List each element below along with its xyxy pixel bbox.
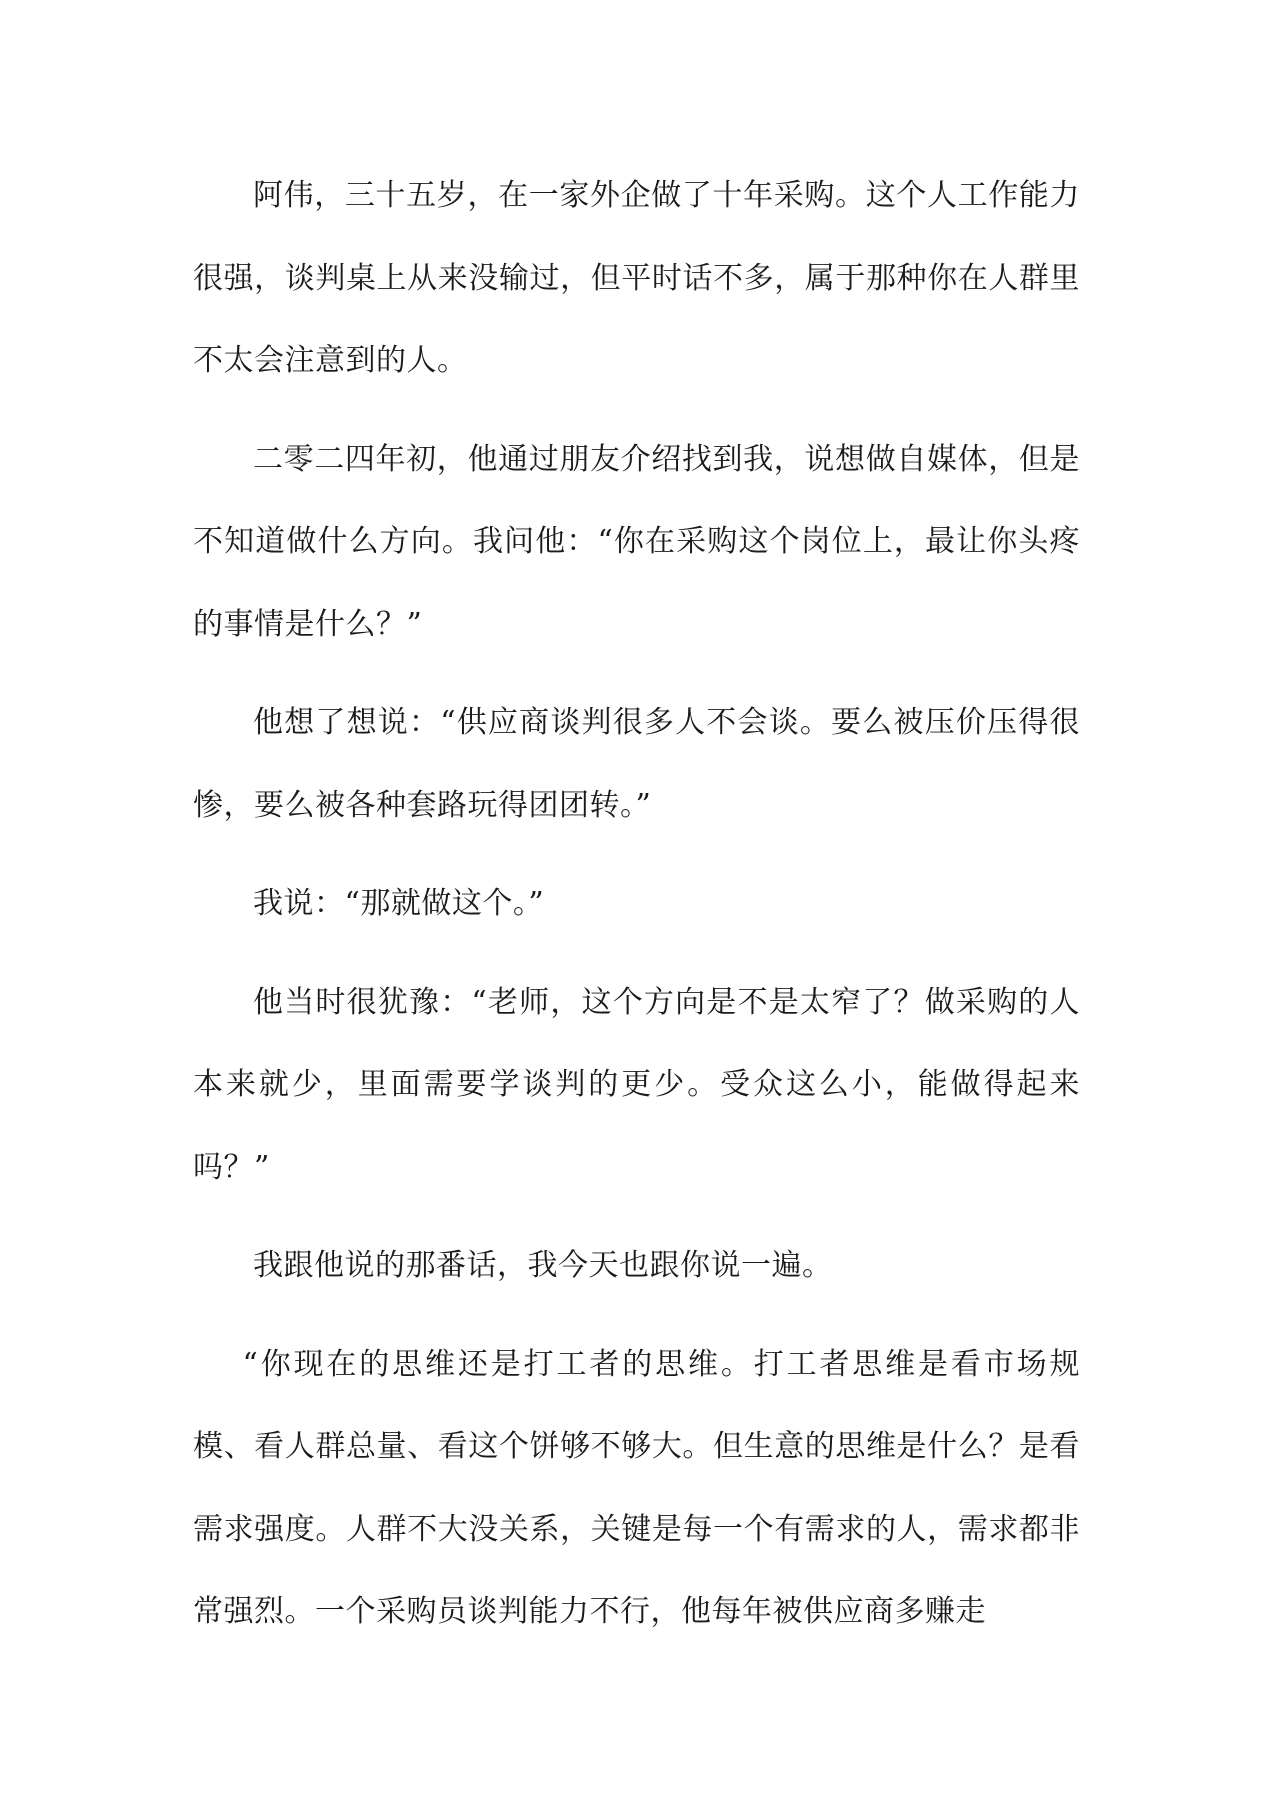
paragraph-2: 二零二四年初，他通过朋友介绍找到我，说想做自媒体，但是不知道做什么方向。我问他：“你在采购这个岗位上，最让你头疼的事情是什么？” bbox=[193, 441, 1080, 642]
paragraph-7: “你现在的思维还是打工者的思维。打工者思维是看市场规模、看人群总量、看这个饼够不够大。但生意的思维是什么？是看需求强度。人群不大没关系，关键是每一个有需求的人，需求都非常强烈。一个采购员谈判能力不行，他每年被供应商多赚走 bbox=[193, 1346, 1080, 1629]
paragraph-6: 我跟他说的那番话，我今天也跟你说一遍。 bbox=[253, 1248, 833, 1283]
paragraph-4: 我说：“那就做这个。” bbox=[253, 886, 545, 921]
paragraph-3: 他想了想说：“供应商谈判很多人不会谈。要么被压价压得很惨，要么被各种套路玩得团团转。” bbox=[193, 705, 1080, 823]
document-body bbox=[193, 155, 1080, 1670]
paragraph-5: 他当时很犹豫：“老师，这个方向是不是太窄了？做采购的人本来就少，里面需要学谈判的更少。受众这么小，能做得起来吗？” bbox=[193, 984, 1080, 1185]
paragraph-1: 阿伟，三十五岁，在一家外企做了十年采购。这个人工作能力很强，谈判桌上从来没输过，但平时话不多，属于那种你在人群里不太会注意到的人。 bbox=[193, 178, 1080, 378]
